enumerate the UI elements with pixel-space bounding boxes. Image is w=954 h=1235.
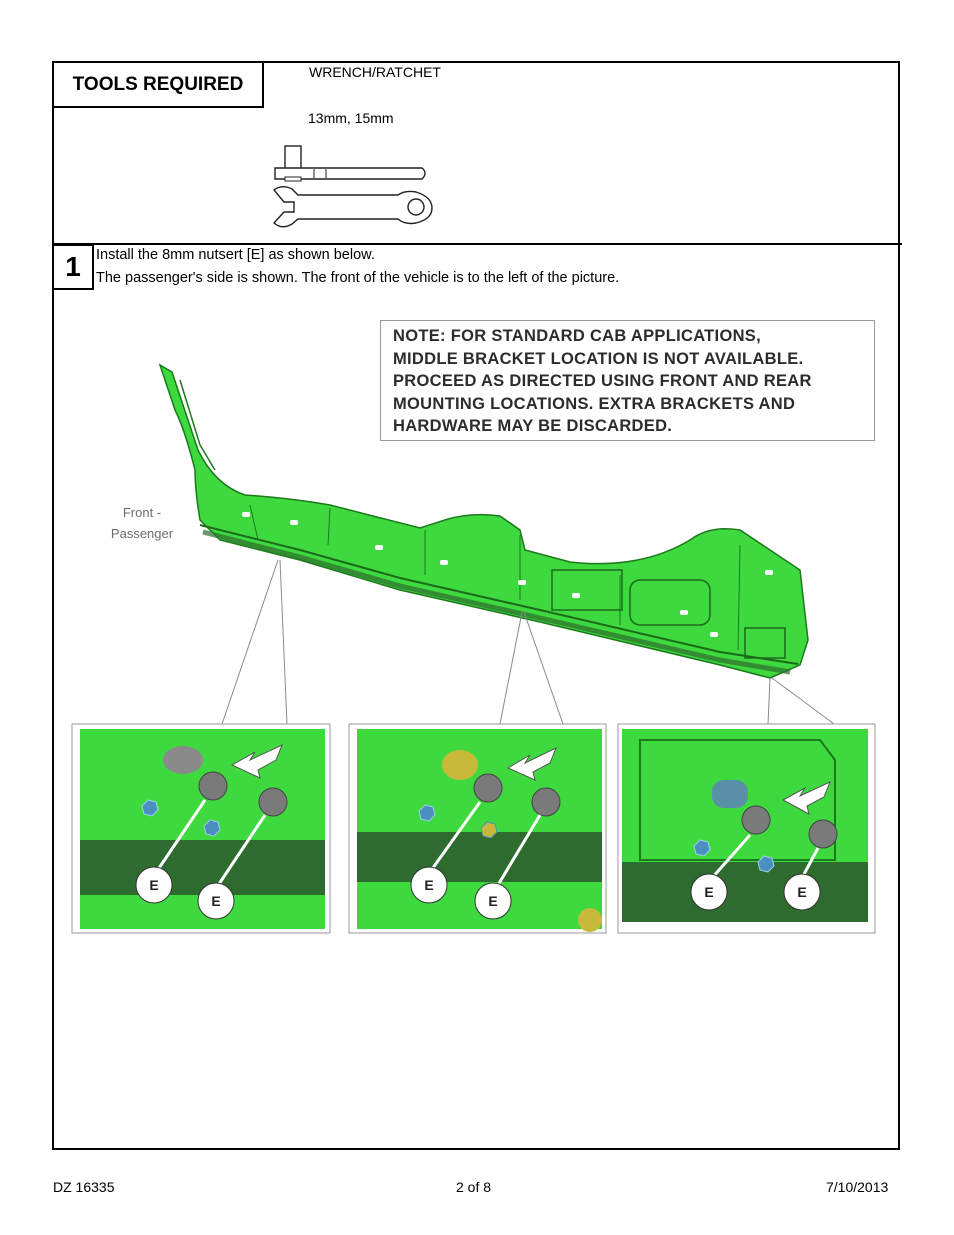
callout-e: E [797,884,807,900]
step-instruction: Install the 8mm nutsert [E] as shown below. [96,247,375,263]
document-number: DZ 16335 [53,1179,115,1195]
tools-heading-text: TOOLS REQUIRED [72,73,244,95]
callout-e: E [211,893,221,909]
note-line: NOTE: FOR STANDARD CAB APPLICATIONS, [393,327,761,345]
note-line: HARDWARE MAY BE DISCARDED. [393,417,673,436]
document-date: 7/10/2013 [826,1179,889,1195]
tool-name: WRENCH/RATCHET [309,64,441,80]
tool-sizes: 13mm, 15mm [308,110,394,126]
detail-rear-location [618,724,875,933]
callout-e: E [149,877,159,893]
note-line: MIDDLE BRACKET LOCATION IS NOT AVAILABLE. [393,349,804,368]
step-orientation-note: The passenger's side is shown. The front of the vehicle is to the left of the picture. [96,270,620,286]
detail-front-location [72,724,330,933]
front-label-line: Front - [122,505,162,520]
front-label-line: Passenger [110,526,174,541]
step-number-text: 1 [65,251,81,282]
note-line: MOUNTING LOCATIONS. EXTRA BRACKETS AND [393,394,796,413]
callout-e: E [704,884,714,900]
front-passenger-label [100,502,184,544]
page-number: 2 of 8 [456,1179,492,1195]
callout-e: E [488,893,498,909]
detail-middle-location [349,724,606,933]
note-line: PROCEED AS DIRECTED USING FRONT AND REAR [393,372,812,391]
callout-e: E [424,877,434,893]
standard-cab-note [380,320,875,441]
